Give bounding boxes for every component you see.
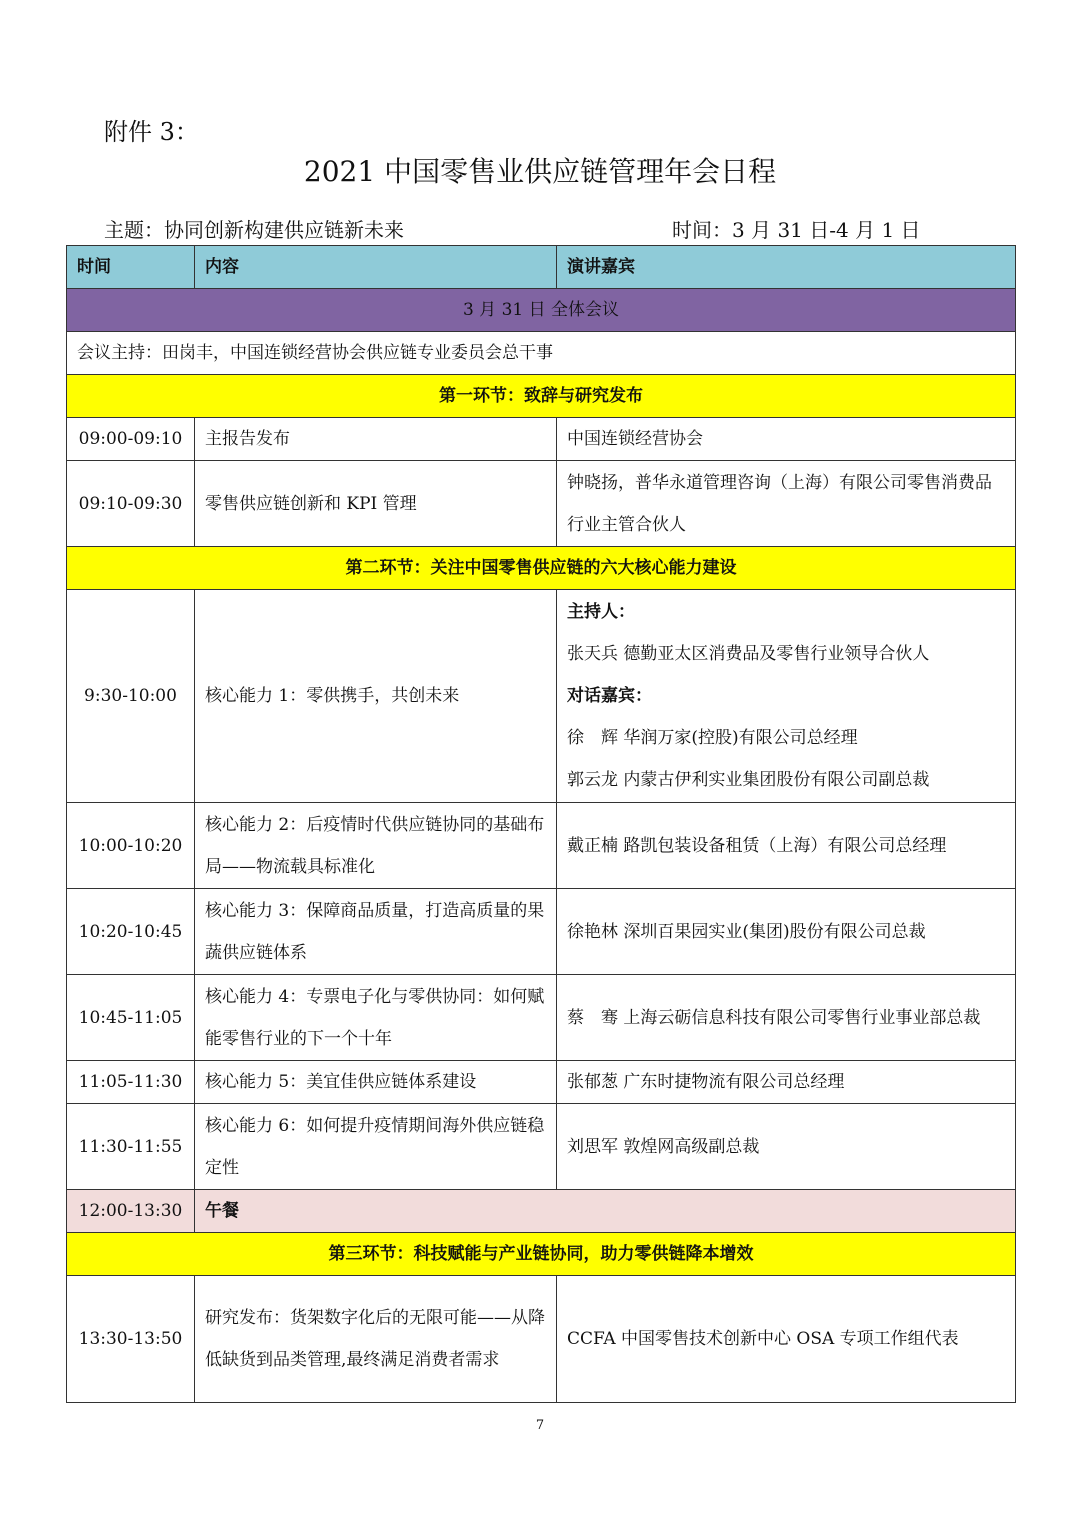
row-time: 11:05-11:30 <box>67 1061 195 1104</box>
host-line: 会议主持：田岗丰，中国连锁经营协会供应链专业委员会总干事 <box>67 332 1016 375</box>
schedule-table <box>66 245 1016 1403</box>
row-content: 研究发布：货架数字化后的无限可能——从降低缺货到品类管理,最终满足消费者需求 <box>195 1276 557 1403</box>
row-time: 13:30-13:50 <box>67 1276 195 1403</box>
row-time: 09:10-09:30 <box>67 461 195 547</box>
attachment-label: 附件 3： <box>104 118 199 146</box>
row-speaker: 中国连锁经营协会 <box>557 418 1016 461</box>
row-content: 核心能力 3：保障商品质量，打造高质量的果蔬供应链体系 <box>195 889 557 975</box>
table-row <box>67 1061 1016 1104</box>
day-banner: 3 月 31 日 全体会议 <box>67 289 1016 332</box>
table-row <box>67 1276 1016 1403</box>
row-time: 9:30-10:00 <box>67 590 195 803</box>
host-row <box>67 332 1016 375</box>
table-row <box>67 461 1016 547</box>
row-speaker: 钟晓扬，普华永道管理咨询（上海）有限公司零售消费品行业主管合伙人 <box>557 461 1016 547</box>
row-content: 核心能力 1：零供携手，共创未来 <box>195 590 557 803</box>
date-range: 时间：3 月 31 日-4 月 1 日 <box>672 218 921 242</box>
table-row <box>67 803 1016 889</box>
section-title: 第三环节：科技赋能与产业链协同，助力零供链降本增效 <box>67 1233 1016 1276</box>
section-row <box>67 547 1016 590</box>
row-speaker: 张郁葱 广东时捷物流有限公司总经理 <box>557 1061 1016 1104</box>
host-name: 张天兵 德勤亚太区消费品及零售行业领导合伙人 <box>567 644 930 664</box>
row-time: 10:20-10:45 <box>67 889 195 975</box>
row-content: 核心能力 4：专票电子化与零供协同：如何赋能零售行业的下一个十年 <box>195 975 557 1061</box>
guest-name: 郭云龙 内蒙古伊利实业集团股份有限公司副总裁 <box>567 770 930 790</box>
row-time: 12:00-13:30 <box>67 1190 195 1233</box>
section-title: 第一环节：致辞与研究发布 <box>67 375 1016 418</box>
host-label: 主持人： <box>567 602 635 622</box>
row-content: 零售供应链创新和 KPI 管理 <box>195 461 557 547</box>
lunch-label: 午餐 <box>195 1190 1016 1233</box>
lunch-row <box>67 1190 1016 1233</box>
theme-line: 主题：协同创新构建供应链新未来 <box>104 218 404 242</box>
table-row <box>67 418 1016 461</box>
row-content: 核心能力 2：后疫情时代供应链协同的基础布局——物流载具标准化 <box>195 803 557 889</box>
row-time: 11:30-11:55 <box>67 1104 195 1190</box>
table-header-row <box>67 246 1016 289</box>
header-speaker: 演讲嘉宾 <box>557 246 1016 289</box>
row-time: 09:00-09:10 <box>67 418 195 461</box>
guests-label: 对话嘉宾： <box>567 686 652 706</box>
section-row <box>67 375 1016 418</box>
guest-name: 徐 辉 华润万家(控股)有限公司总经理 <box>567 728 858 748</box>
day-banner-row <box>67 289 1016 332</box>
row-content: 主报告发布 <box>195 418 557 461</box>
row-content: 核心能力 6：如何提升疫情期间海外供应链稳定性 <box>195 1104 557 1190</box>
row-speaker: CCFA 中国零售技术创新中心 OSA 专项工作组代表 <box>557 1276 1016 1403</box>
row-speaker: 戴正楠 路凯包装设备租赁（上海）有限公司总经理 <box>557 803 1016 889</box>
header-content: 内容 <box>195 246 557 289</box>
page-number: 7 <box>535 1418 545 1433</box>
row-speaker: 徐艳林 深圳百果园实业(集团)股份有限公司总裁 <box>557 889 1016 975</box>
row-time: 10:45-11:05 <box>67 975 195 1061</box>
table-row <box>67 975 1016 1061</box>
section-title: 第二环节：关注中国零售供应链的六大核心能力建设 <box>67 547 1016 590</box>
row-time: 10:00-10:20 <box>67 803 195 889</box>
table-row <box>67 1104 1016 1190</box>
section-row <box>67 1233 1016 1276</box>
row-speaker <box>557 590 1016 803</box>
row-speaker: 蔡 骞 上海云砺信息科技有限公司零售行业事业部总裁 <box>557 975 1016 1061</box>
table-row <box>67 889 1016 975</box>
row-content: 核心能力 5：美宜佳供应链体系建设 <box>195 1061 557 1104</box>
row-speaker: 刘思军 敦煌网高级副总裁 <box>557 1104 1016 1190</box>
page-title: 2021 中国零售业供应链管理年会日程 <box>303 155 777 188</box>
header-time: 时间 <box>67 246 195 289</box>
table-row <box>67 590 1016 803</box>
